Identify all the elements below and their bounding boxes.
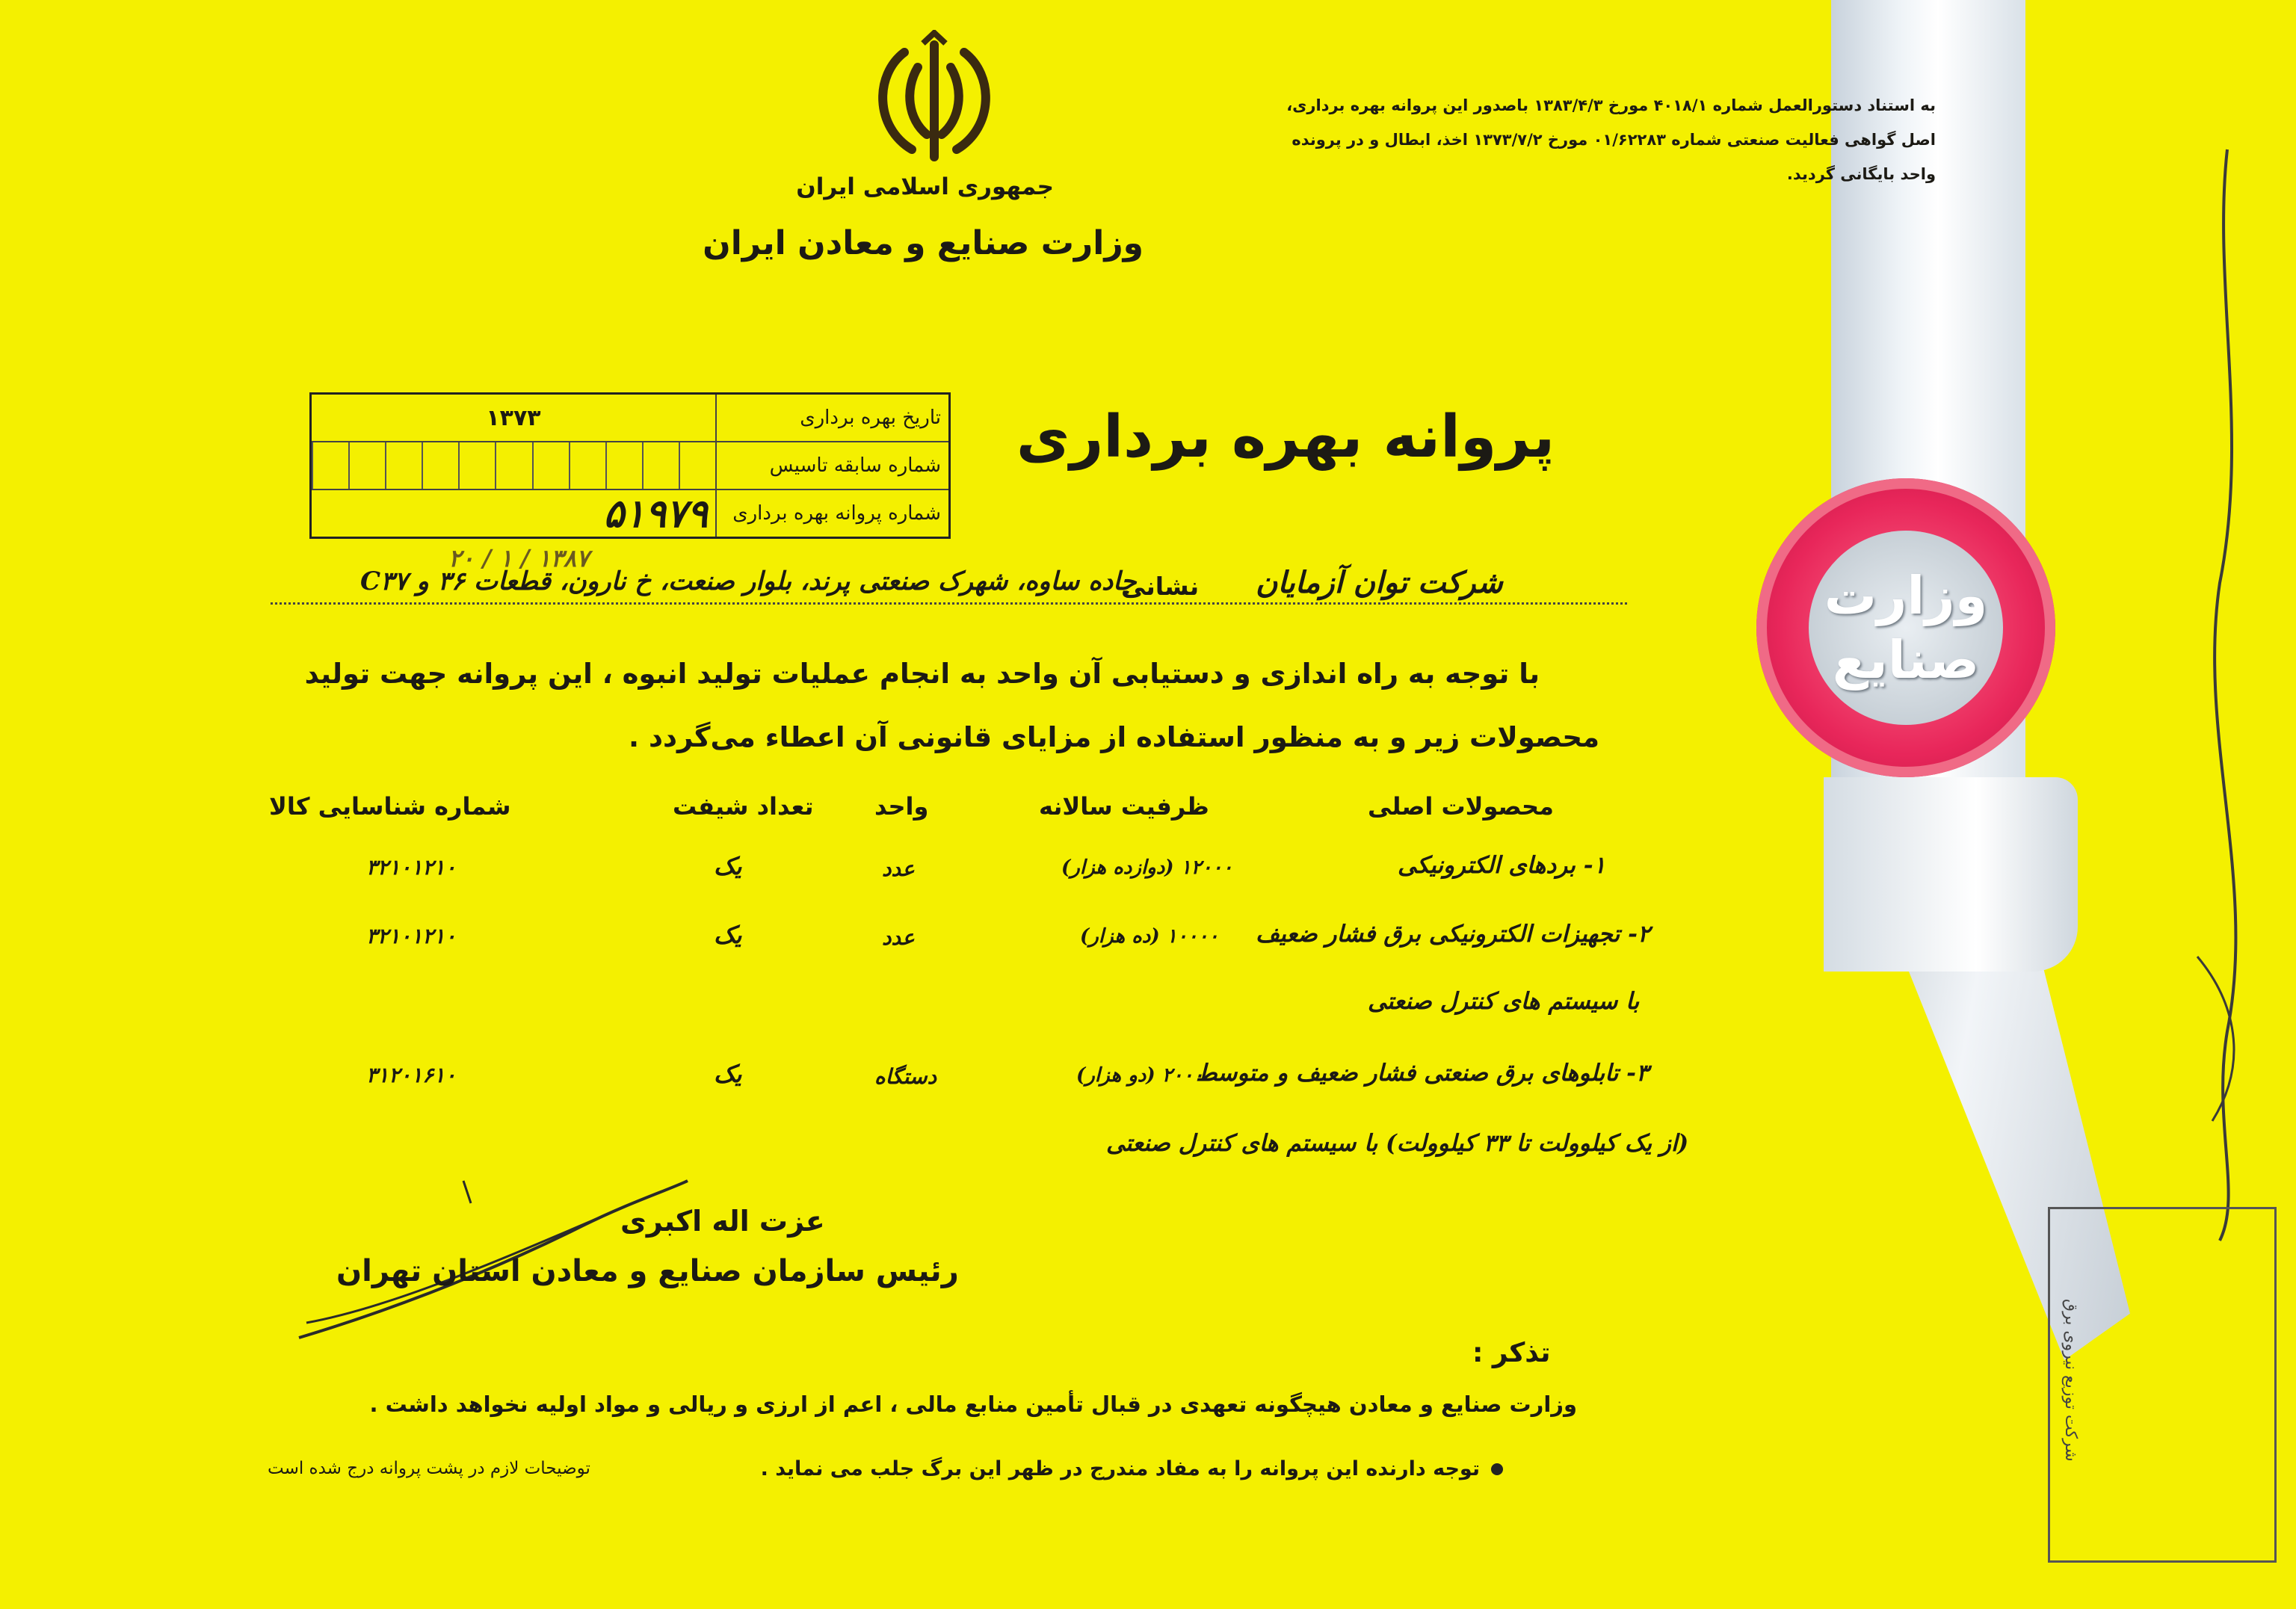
registry-value: ۱۳۷۳	[311, 394, 717, 442]
registry-row	[311, 394, 950, 442]
notes-heading: تذکر :	[1472, 1338, 1551, 1368]
col-header-code: شماره شناسایی کالا	[269, 792, 511, 821]
registry-label: تاریخ بهره برداری	[716, 394, 950, 442]
company-stamp	[2048, 1207, 2277, 1563]
archive-note-line3: واحد بایگانی گردید.	[1786, 165, 1936, 183]
registry-label: شماره سابقه تاسیس	[716, 442, 950, 490]
company-address: جاده ساوه، شهرک صنعتی پرند، بلوار صنعت، خ نارون، قطعات ۳۶ و C۳۷	[360, 566, 1137, 596]
footer-note: توضیحات لازم در پشت پروانه درج شده است	[268, 1459, 590, 1478]
col-header-unit: واحد	[874, 792, 929, 821]
registry-row	[311, 442, 950, 490]
signer-title: رئیس سازمان صنایع و معادن استان تهران	[336, 1254, 959, 1288]
archive-note	[1256, 88, 1936, 191]
ministry-seal	[1756, 478, 2055, 777]
notes-line-1: وزارت صنایع و معادن هیچگونه تعهدی در قبال تأمین منابع مالی ، اعم از ارزی و ریالی و مواد اولیه نخواهد داشت .	[369, 1392, 1577, 1417]
body-line-2: محصولات زیر و به منظور استفاده از مزایای قانونی آن اعطاء می‌گردد .	[629, 721, 1599, 753]
product-shifts: یک	[714, 921, 742, 949]
product-code: ۳۲۱۰۱۲۱۰	[366, 924, 457, 948]
archive-note-line1: به استناد دستورالعمل شماره ۴۰۱۸/۱ مورخ ۱۳۸۳/۴/۳ باصدور این پروانه بهره برداری،	[1286, 96, 1936, 114]
col-header-shifts: تعداد شیفت	[673, 792, 814, 821]
product-name: ۱- بردهای الکترونیکی	[1398, 852, 1606, 879]
seal-text-line2: صنایع	[1832, 629, 1980, 691]
document-title: پروانه بهره برداری	[1016, 404, 1555, 471]
signer-name: عزت اله اکبری	[620, 1205, 825, 1238]
stamp-text: شرکت توزیع نیروی برق	[2061, 1299, 2080, 1462]
product-unit: عدد	[882, 856, 915, 881]
company-line-rule	[271, 602, 1627, 605]
product-unit: دستگاه	[874, 1064, 937, 1089]
license-number: ۵۱۹۷۹	[311, 490, 717, 538]
body-line-1: با توجه به راه اندازی و دستیابی آن واحد به انجام عملیات تولید انبوه ، این پروانه جهت تولید	[304, 658, 1540, 690]
product-capacity: ۱۰۰۰۰ (ده هزار)	[1080, 925, 1219, 948]
product-capacity: ۲۰۰۰ (دو هزار)	[1076, 1064, 1204, 1087]
address-label: نشانی	[1121, 572, 1200, 601]
seal-text-line1: وزارت	[1824, 565, 1988, 626]
ribbon-fold	[1824, 777, 2078, 972]
product-unit: عدد	[882, 925, 915, 950]
product-name-cont: با سیستم های کنترل صنعتی	[1368, 988, 1640, 1015]
product-name: ۲- تجهیزات الکترونیکی برق فشار ضعیف	[1256, 921, 1650, 948]
product-capacity: ۱۲۰۰۰ (دوازده هزار)	[1061, 856, 1233, 879]
col-header-product: محصولات اصلی	[1368, 792, 1554, 821]
iran-emblem-icon	[860, 30, 1009, 164]
product-code: ۳۲۱۰۱۲۱۰	[366, 855, 457, 880]
country-name: جمهوری اسلامی ایران	[796, 173, 1054, 200]
registry-row	[311, 490, 950, 538]
notes-line-2: توجه دارنده این پروانه را به مفاد مندرج در ظهر این برگ جلب می نماید .	[760, 1457, 1480, 1480]
bullet-icon	[1491, 1463, 1503, 1475]
ministry-name: وزارت صنایع و معادن ایران	[703, 224, 1144, 262]
archive-note-line2: اصل گواهی فعالیت صنعتی شماره ۰۱/۶۲۲۸۳ مورخ ۱۳۷۳/۷/۲ اخذ، ابطال و در پرونده	[1292, 131, 1936, 149]
product-name-cont: (از یک کیلوولت تا ۳۳ کیلوولت) با سیستم های کنترل صنعتی	[1106, 1130, 1689, 1157]
col-header-capacity: ظرفیت سالانه	[1039, 792, 1209, 821]
product-shifts: یک	[714, 852, 742, 880]
registry-digit-cells	[312, 442, 715, 489]
product-shifts: یک	[714, 1060, 742, 1088]
company-name: شرکت توان آزمایان	[1256, 565, 1503, 600]
registry-label: شماره پروانه بهره برداری	[716, 490, 950, 538]
margin-handwriting-icon	[2167, 135, 2287, 1256]
product-code: ۳۱۲۰۱۶۱۰	[366, 1063, 457, 1087]
product-name: ۳- تابلوهای برق صنعتی فشار ضعیف و متوسط	[1196, 1060, 1649, 1087]
registry-table	[309, 392, 951, 539]
registration-stamp-date: ۱۳۸۷ / ۱ / ۲۰	[448, 544, 590, 572]
